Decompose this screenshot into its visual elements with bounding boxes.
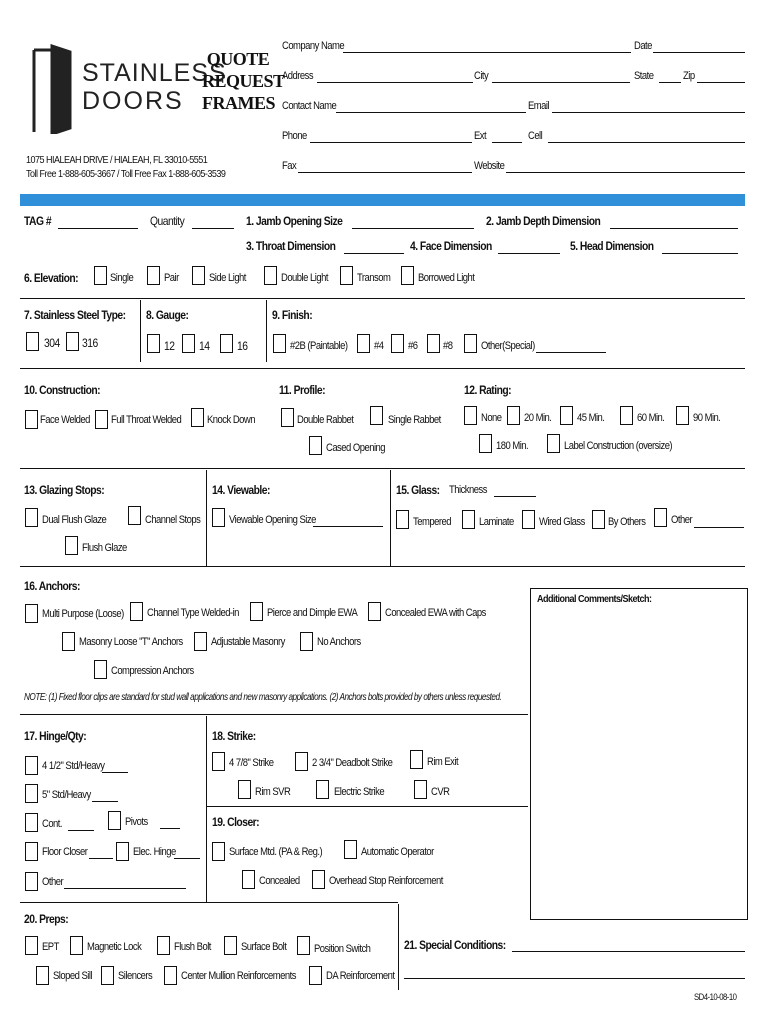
checkbox-none[interactable]: [464, 406, 477, 425]
option-label: Magnetic Lock: [87, 941, 142, 953]
checkbox-channel-stops[interactable]: [128, 506, 141, 525]
special-conditions-line[interactable]: [404, 978, 745, 979]
divider: [20, 468, 745, 469]
option-label: Double Rabbet: [297, 414, 354, 426]
option-label: Cased Opening: [326, 442, 386, 454]
cont-qty-field[interactable]: [68, 830, 94, 831]
state-field[interactable]: [659, 82, 681, 83]
hinge-4-5-qty-field[interactable]: [102, 772, 128, 773]
checkbox-channel-type-welded[interactable]: [130, 602, 143, 621]
checkbox-double-rabbet[interactable]: [281, 408, 294, 427]
fax-field[interactable]: [298, 172, 472, 173]
divider: [398, 904, 399, 990]
checkbox-rim-svr[interactable]: [238, 780, 251, 799]
comments-label: Additional Comments/Sketch:: [537, 593, 652, 605]
checkbox-4[interactable]: [357, 334, 370, 353]
checkbox-single[interactable]: [94, 266, 107, 285]
closer-label: 19. Closer:: [212, 815, 260, 829]
option-label: Surface Mtd. (PA & Reg.): [229, 846, 323, 858]
phone-field[interactable]: [310, 142, 472, 143]
option-label: Concealed EWA with Caps: [385, 607, 486, 619]
option-label: Side Light: [209, 272, 246, 284]
head-field[interactable]: [662, 253, 738, 254]
checkbox-electric-strike[interactable]: [316, 780, 329, 799]
profile-label: 11. Profile:: [279, 383, 326, 397]
checkbox-hinge-other[interactable]: [25, 872, 38, 891]
option-label: Cont.: [42, 818, 63, 830]
checkbox-masonry-loose[interactable]: [62, 632, 75, 651]
checkbox-rim-exit[interactable]: [410, 750, 423, 769]
checkbox-transom[interactable]: [340, 266, 353, 285]
contact-name-label: Contact Name: [282, 100, 337, 112]
option-label: Floor Closer: [42, 846, 88, 858]
checkbox-2b[interactable]: [273, 334, 286, 353]
option-label: Multi Purpose (Loose): [42, 608, 124, 620]
finish-other-field[interactable]: [536, 352, 606, 353]
hinge-5-qty-field[interactable]: [92, 801, 118, 802]
ext-label: Ext: [474, 130, 487, 142]
checkbox-ept[interactable]: [25, 936, 38, 955]
cell-field[interactable]: [548, 142, 745, 143]
checkbox-center-mullion[interactable]: [164, 966, 177, 985]
checkbox-gauge-16[interactable]: [220, 334, 233, 353]
option-label: 90 Min.: [693, 412, 721, 424]
city-field[interactable]: [492, 82, 630, 83]
checkbox-multi-purpose[interactable]: [25, 604, 38, 623]
option-label: Channel Type Welded-in: [147, 607, 239, 619]
divider: [20, 902, 398, 903]
floor-closer-qty-field[interactable]: [89, 858, 113, 859]
door-logo-icon: [30, 44, 76, 134]
viewable-label: 14. Viewable:: [212, 483, 270, 497]
option-label: EPT: [42, 941, 59, 953]
option-label: Electric Strike: [334, 786, 385, 798]
elevation-label: 6. Elevation:: [24, 271, 79, 285]
checkbox-wired-glass[interactable]: [522, 510, 535, 529]
option-label: Sloped Sill: [53, 970, 93, 982]
header-divider-bar: [20, 194, 745, 206]
checkbox-gauge-12[interactable]: [147, 334, 160, 353]
preps-label: 20. Preps:: [24, 912, 69, 926]
anchors-note: NOTE: (1) Fixed floor clips are standard for stud wall applications and new masonry applications. (2) Anchors bolts provided by others unless requested.: [24, 692, 502, 703]
checkbox-316[interactable]: [66, 332, 79, 351]
city-label: City: [474, 70, 489, 82]
checkbox-flush-bolt[interactable]: [157, 936, 170, 955]
checkbox-304[interactable]: [26, 332, 39, 351]
checkbox-floor-closer[interactable]: [25, 842, 38, 861]
viewable-opening-field[interactable]: [313, 526, 383, 527]
option-label: Knock Down: [207, 414, 255, 426]
option-label: Wired Glass: [539, 516, 585, 528]
option-label: Other: [671, 514, 693, 526]
option-label: #8: [443, 340, 453, 352]
option-label: Transom: [357, 272, 391, 284]
company-name-label: Company Name: [282, 40, 345, 52]
option-label: 316: [82, 336, 98, 350]
rating-label: 12. Rating:: [464, 383, 512, 397]
company-name-field[interactable]: [343, 52, 631, 53]
divider: [20, 298, 745, 299]
option-label: Flush Glaze: [82, 542, 127, 554]
option-label: Concealed: [259, 875, 300, 887]
thickness-field[interactable]: [494, 496, 536, 497]
checkbox-surface-mtd[interactable]: [212, 842, 225, 861]
form-title: QUOTE REQUEST FRAMES: [202, 49, 285, 113]
checkbox-overhead-stop[interactable]: [312, 870, 325, 889]
special-conditions-label: 21. Special Conditions:: [404, 938, 506, 952]
checkbox-da-reinforcement[interactable]: [309, 966, 322, 985]
checkbox-gauge-14[interactable]: [182, 334, 195, 353]
checkbox-double-light[interactable]: [264, 266, 277, 285]
option-label: Single: [110, 272, 134, 284]
checkbox-60-min[interactable]: [620, 406, 633, 425]
thickness-label: Thickness: [449, 484, 487, 496]
option-label: Label Construction (oversize): [564, 440, 673, 452]
throat-label: 3. Throat Dimension: [246, 239, 336, 253]
finish-label: 9. Finish:: [272, 308, 313, 322]
anchors-label: 16. Anchors:: [24, 579, 80, 593]
checkbox-automatic-operator[interactable]: [344, 840, 357, 859]
option-label: 45 Min.: [577, 412, 605, 424]
tag-field[interactable]: [58, 228, 138, 229]
checkbox-adjustable-masonry[interactable]: [194, 632, 207, 651]
option-label: 14: [199, 339, 210, 353]
checkbox-label-construction[interactable]: [547, 434, 560, 453]
option-label: Adjustable Masonry: [211, 636, 285, 648]
face-field[interactable]: [498, 253, 560, 254]
option-label: Laminate: [479, 516, 514, 528]
checkbox-no-anchors[interactable]: [300, 632, 313, 651]
jamb-opening-label: 1. Jamb Opening Size: [246, 214, 343, 228]
option-label: Borrowed Light: [418, 272, 475, 284]
checkbox-cont[interactable]: [25, 813, 38, 832]
address-field[interactable]: [317, 82, 473, 83]
checkbox-cvr[interactable]: [414, 780, 427, 799]
divider: [20, 368, 745, 369]
phone-label: Phone: [282, 130, 307, 142]
checkbox-8[interactable]: [427, 334, 440, 353]
option-label: Rim SVR: [255, 786, 291, 798]
divider: [206, 470, 207, 566]
option-label: Double Light: [281, 272, 328, 284]
checkbox-elec-hinge[interactable]: [116, 842, 129, 861]
checkbox-concealed-ewa[interactable]: [368, 602, 381, 621]
checkbox-20-min[interactable]: [507, 406, 520, 425]
face-label: 4. Face Dimension: [410, 239, 492, 253]
checkbox-flush-glaze[interactable]: [65, 536, 78, 555]
option-label: Pierce and Dimple EWA: [267, 607, 358, 619]
option-label: Pivots: [125, 816, 148, 828]
checkbox-knock-down[interactable]: [191, 408, 204, 427]
checkbox-silencers[interactable]: [101, 966, 114, 985]
state-label: State: [634, 70, 654, 82]
checkbox-single-rabbet[interactable]: [370, 406, 383, 425]
checkbox-tempered[interactable]: [396, 510, 409, 529]
option-label: Channel Stops: [145, 514, 201, 526]
checkbox-face-welded[interactable]: [25, 410, 38, 429]
option-label: #2B (Paintable): [290, 340, 348, 352]
checkbox-dual-flush-glaze[interactable]: [25, 508, 38, 527]
checkbox-laminate[interactable]: [462, 510, 475, 529]
checkbox-45-min[interactable]: [560, 406, 573, 425]
option-label: Rim Exit: [427, 756, 459, 768]
divider: [390, 470, 391, 566]
divider: [20, 714, 528, 715]
checkbox-cased-opening[interactable]: [309, 436, 322, 455]
option-label: Overhead Stop Reinforcement: [329, 875, 443, 887]
glass-other-field[interactable]: [694, 527, 744, 528]
option-label: 5" Std/Heavy: [42, 789, 91, 801]
option-label: CVR: [431, 786, 450, 798]
brand-subname: DOORS: [82, 87, 184, 115]
fax-label: Fax: [282, 160, 297, 172]
date-label: Date: [634, 40, 652, 52]
special-conditions-field[interactable]: [512, 951, 745, 952]
option-label: Elec. Hinge: [133, 846, 176, 858]
gauge-label: 8. Gauge:: [146, 308, 189, 322]
comments-sketch-box[interactable]: [530, 588, 748, 920]
option-label: 4 7/8" Strike: [229, 757, 274, 769]
option-label: Dual Flush Glaze: [42, 514, 107, 526]
option-label: Other(Special): [481, 340, 535, 352]
option-label: 304: [44, 336, 60, 350]
steel-type-label: 7. Stainless Steel Type:: [24, 308, 126, 322]
option-label: Full Throat Welded: [111, 414, 182, 426]
head-label: 5. Head Dimension: [570, 239, 654, 253]
checkbox-concealed[interactable]: [242, 870, 255, 889]
form-code: SD4-10-08-10: [694, 992, 737, 1002]
glass-label: 15. Glass:: [396, 483, 440, 497]
checkbox-4-7-8-strike[interactable]: [212, 752, 225, 771]
option-label: None: [481, 412, 502, 424]
option-label: Automatic Operator: [361, 846, 434, 858]
option-label: 4 1/2" Std/Heavy: [42, 760, 105, 772]
checkbox-side-light[interactable]: [192, 266, 205, 285]
divider: [206, 716, 207, 902]
option-label: Single Rabbet: [388, 414, 441, 426]
zip-label: Zip: [683, 70, 695, 82]
checkbox-position-switch[interactable]: [297, 936, 310, 955]
contact-name-field[interactable]: [336, 112, 526, 113]
option-label: 2 3/4" Deadbolt Strike: [312, 757, 393, 769]
option-label: Viewable Opening Size: [229, 514, 316, 526]
option-label: Center Mullion Reinforcements: [181, 970, 296, 982]
option-label: 20 Min.: [524, 412, 552, 424]
option-label: Surface Bolt: [241, 941, 287, 953]
option-label: #6: [408, 340, 418, 352]
cell-label: Cell: [528, 130, 543, 142]
ext-field[interactable]: [492, 142, 522, 143]
glazing-stops-label: 13. Glazing Stops:: [24, 483, 105, 497]
option-label: Flush Bolt: [174, 941, 211, 953]
checkbox-90-min[interactable]: [676, 406, 689, 425]
checkbox-full-throat-welded[interactable]: [95, 410, 108, 429]
checkbox-180-min[interactable]: [479, 434, 492, 453]
checkbox-sloped-sill[interactable]: [36, 966, 49, 985]
option-label: No Anchors: [317, 636, 361, 648]
option-label: #4: [374, 340, 384, 352]
website-label: Website: [474, 160, 505, 172]
option-label: Masonry Loose "T" Anchors: [79, 636, 183, 648]
checkbox-surface-bolt[interactable]: [224, 936, 237, 955]
checkbox-viewable-opening[interactable]: [212, 508, 225, 527]
jamb-opening-field[interactable]: [352, 228, 474, 229]
checkbox-magnetic-lock[interactable]: [70, 936, 83, 955]
quantity-label: Quantity: [150, 214, 185, 228]
option-label: Other: [42, 876, 64, 888]
checkbox-glass-other[interactable]: [654, 508, 667, 527]
checkbox-hinge-5[interactable]: [25, 784, 38, 803]
option-label: DA Reinforcement: [326, 970, 395, 982]
throat-field[interactable]: [344, 253, 404, 254]
option-label: Tempered: [413, 516, 451, 528]
checkbox-6[interactable]: [391, 334, 404, 353]
website-field[interactable]: [506, 172, 745, 173]
option-label: Position Switch: [314, 943, 371, 955]
hinge-label: 17. Hinge/Qty:: [24, 729, 87, 743]
checkbox-hinge-4-5[interactable]: [25, 756, 38, 775]
brand-name: STAINLESS: [82, 59, 227, 87]
pivots-qty-field[interactable]: [160, 828, 180, 829]
divider: [140, 300, 141, 362]
date-field[interactable]: [653, 52, 745, 53]
hinge-other-field[interactable]: [64, 888, 186, 889]
checkbox-deadbolt-strike[interactable]: [295, 752, 308, 771]
checkbox-compression-anchors[interactable]: [94, 660, 107, 679]
option-label: 60 Min.: [637, 412, 665, 424]
checkbox-pierce-dimple[interactable]: [250, 602, 263, 621]
checkbox-borrowed-light[interactable]: [401, 266, 414, 285]
quantity-field[interactable]: [192, 228, 234, 229]
checkbox-other-special[interactable]: [464, 334, 477, 353]
checkbox-pivots[interactable]: [108, 811, 121, 830]
option-label: Silencers: [118, 970, 153, 982]
company-address: 1075 HIALEAH DRIVE / HIALEAH, FL 33010-5551: [26, 154, 208, 166]
address-label: Address: [282, 70, 314, 82]
option-label: 16: [237, 339, 248, 353]
zip-field[interactable]: [697, 82, 745, 83]
option-label: 12: [164, 339, 175, 353]
option-label: Face Welded: [40, 414, 90, 426]
divider: [266, 300, 267, 362]
divider: [207, 806, 528, 807]
elec-hinge-qty-field[interactable]: [174, 858, 200, 859]
jamb-depth-field[interactable]: [610, 228, 738, 229]
checkbox-pair[interactable]: [147, 266, 160, 285]
jamb-depth-label: 2. Jamb Depth Dimension: [486, 214, 601, 228]
company-phones: Toll Free 1-888-605-3667 / Toll Free Fax 1-888-605-3539: [26, 168, 226, 180]
option-label: Compression Anchors: [111, 665, 194, 677]
checkbox-by-others[interactable]: [592, 510, 605, 529]
option-label: 180 Min.: [496, 440, 529, 452]
divider: [20, 566, 745, 567]
option-label: By Others: [608, 516, 646, 528]
option-label: Pair: [164, 272, 179, 284]
tag-label: TAG #: [24, 214, 52, 228]
email-field[interactable]: [552, 112, 745, 113]
strike-label: 18. Strike:: [212, 729, 256, 743]
construction-label: 10. Construction:: [24, 383, 101, 397]
email-label: Email: [528, 100, 550, 112]
